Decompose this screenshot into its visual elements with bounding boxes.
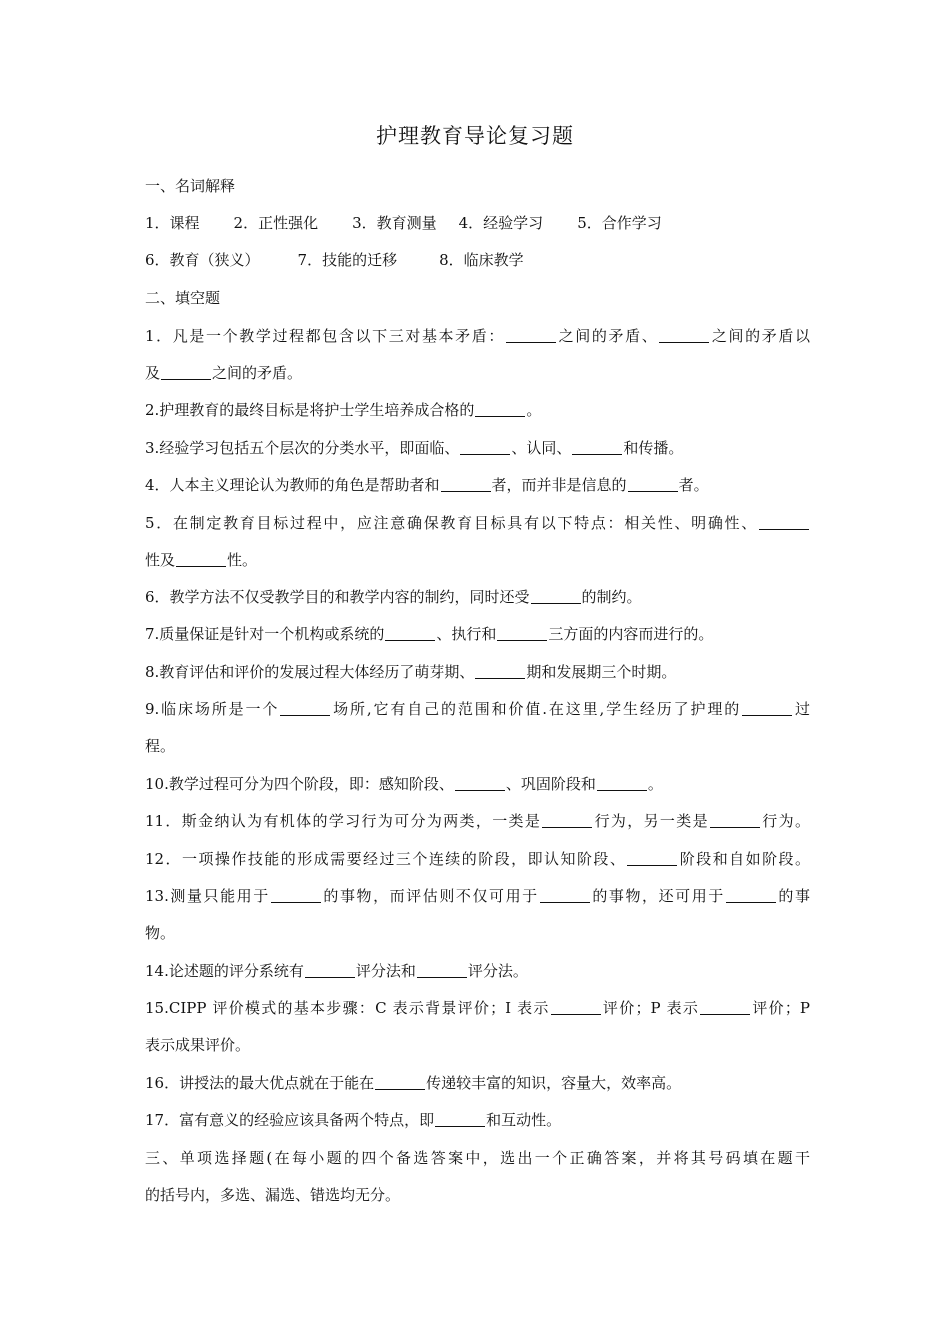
answer-blank[interactable]: [280, 701, 330, 716]
question-text: 评价；P: [751, 999, 810, 1017]
question-text: 的事物，而评估则不仅可用于: [321, 887, 539, 905]
question-13: [145, 885, 810, 906]
section-heading-definitions: 一、名词解释: [145, 177, 236, 195]
question-text: 行为。: [760, 812, 810, 830]
question-3: [145, 437, 810, 458]
question-text: 、认同、: [511, 439, 572, 457]
term-item: 6．教育（狭义）: [145, 251, 260, 269]
question-text: 9.临床场所是一个: [145, 700, 280, 718]
question-text: 11．斯金纳认为有机体的学习行为可分为两类，一类是: [145, 812, 542, 830]
term-list-row-1: [145, 212, 810, 233]
answer-blank[interactable]: [540, 888, 590, 903]
question-15-cont: [145, 1034, 810, 1055]
term-item: 1．课程: [145, 214, 200, 232]
answer-blank[interactable]: [475, 402, 525, 417]
question-text: 、巩固阶段和: [505, 775, 596, 793]
question-1: [145, 325, 810, 346]
answer-blank[interactable]: [627, 851, 677, 866]
question-text: 16．讲授法的最大优点就在于能在: [145, 1074, 375, 1092]
answer-blank[interactable]: [572, 440, 622, 455]
question-text: 三方面的内容而进行的。: [548, 625, 714, 643]
answer-blank[interactable]: [161, 365, 211, 380]
answer-blank[interactable]: [305, 963, 355, 978]
answer-blank[interactable]: [531, 589, 581, 604]
answer-blank[interactable]: [742, 701, 792, 716]
question-text: 过: [793, 700, 810, 718]
question-13-cont: [145, 922, 810, 943]
question-text: 15.CIPP 评价模式的基本步骤：C 表示背景评价；I 表示: [145, 999, 550, 1017]
question-text: 、执行和: [436, 625, 497, 643]
answer-blank[interactable]: [441, 477, 491, 492]
answer-blank[interactable]: [726, 888, 776, 903]
question-text: 性及: [145, 551, 176, 569]
answer-blank[interactable]: [497, 626, 547, 641]
question-text: 1．凡是一个教学过程都包含以下三对基本矛盾：: [145, 327, 506, 345]
question-text: 10.教学过程可分为四个阶段，即：感知阶段、: [145, 775, 454, 793]
question-text: 及: [145, 364, 161, 382]
question-text: 表示成果评价。: [145, 1036, 251, 1054]
question-12: [145, 848, 810, 869]
question-text: 物。: [145, 924, 176, 942]
question-text: 和传播。: [623, 439, 684, 457]
question-text: 场所,它有自己的范围和价值.在这里,学生经历了护理的: [331, 700, 742, 718]
question-1-cont: [145, 362, 810, 383]
question-2: [145, 399, 810, 420]
question-text: 和互动性。: [486, 1111, 562, 1129]
question-7: [145, 623, 810, 644]
question-text: 。: [526, 401, 542, 419]
question-text: 14.论述题的评分系统有: [145, 962, 304, 980]
question-text: 2.护理教育的最终目标是将护士学生培养成合格的: [145, 401, 475, 419]
answer-blank[interactable]: [375, 1075, 425, 1090]
answer-blank[interactable]: [506, 328, 556, 343]
question-text: 的事物，还可用于: [590, 887, 725, 905]
term-item: 8．临床教学: [439, 251, 524, 269]
term-item: 5．合作学习: [577, 214, 662, 232]
question-text: 之间的矛盾。: [212, 364, 303, 382]
question-text: 6．教学方法不仅受教学目的和教学内容的制约，同时还受: [145, 588, 530, 606]
answer-blank[interactable]: [628, 477, 678, 492]
question-text: 性。: [227, 551, 258, 569]
question-text: 之间的矛盾以: [710, 327, 810, 345]
answer-blank[interactable]: [455, 776, 505, 791]
question-text: 的事: [776, 887, 810, 905]
section-heading-multiple-choice: 三、单项选择题(在每小题的四个备选答案中，选出一个正确答案，并将其号码填在题干: [145, 1149, 810, 1167]
answer-blank[interactable]: [460, 440, 510, 455]
page-title: 护理教育导论复习题: [376, 124, 574, 148]
question-text: 评分法。: [467, 962, 528, 980]
term-item: 3．教育测量: [352, 214, 437, 232]
answer-blank[interactable]: [176, 552, 226, 567]
answer-blank[interactable]: [385, 626, 435, 641]
answer-blank[interactable]: [542, 813, 592, 828]
question-text: 7.质量保证是针对一个机构或系统的: [145, 625, 385, 643]
question-6: [145, 586, 810, 607]
question-text: 程。: [145, 737, 176, 755]
question-8: [145, 661, 810, 682]
section-heading-fill-blank: 二、填空题: [145, 289, 221, 307]
question-text: 期和发展期三个时期。: [526, 663, 677, 681]
question-text: 17．富有意义的经验应该具备两个特点，即: [145, 1111, 435, 1129]
question-14: [145, 960, 810, 981]
question-text: 4．人本主义理论认为教师的角色是帮助者和: [145, 476, 440, 494]
answer-blank[interactable]: [597, 776, 647, 791]
question-text: 。: [647, 775, 663, 793]
question-16: [145, 1072, 810, 1093]
question-15: [145, 997, 810, 1018]
term-list-row-2: [145, 249, 810, 270]
question-text: 3.经验学习包括五个层次的分类水平，即面临、: [145, 439, 460, 457]
answer-blank[interactable]: [551, 1000, 601, 1015]
question-5: [145, 512, 810, 533]
question-text: 评分法和: [355, 962, 416, 980]
answer-blank[interactable]: [271, 888, 321, 903]
question-5-cont: [145, 549, 810, 570]
question-text: 13.测量只能用于: [145, 887, 270, 905]
question-10: [145, 773, 810, 794]
answer-blank[interactable]: [659, 328, 709, 343]
question-text: 12．一项操作技能的形成需要经过三个连续的阶段，即认知阶段、: [145, 850, 627, 868]
answer-blank[interactable]: [435, 1112, 485, 1127]
question-9: [145, 698, 810, 719]
question-11: [145, 810, 810, 831]
answer-blank[interactable]: [710, 813, 760, 828]
question-text: 传递较丰富的知识，容量大，效率高。: [426, 1074, 682, 1092]
term-item: 2．正性强化: [233, 214, 319, 232]
term-item: 7．技能的迁移: [297, 251, 398, 269]
answer-blank[interactable]: [475, 664, 525, 679]
question-text: 之间的矛盾、: [557, 327, 659, 345]
question-text: 评价；P 表示: [601, 999, 700, 1017]
question-text: 的制约。: [581, 588, 642, 606]
section-heading-multiple-choice-cont: 的括号内，多选、漏选、错选均无分。: [145, 1186, 401, 1204]
question-text: 行为，另一类是: [593, 812, 709, 830]
term-item: 4．经验学习: [458, 214, 544, 232]
question-text: 阶段和自如阶段。: [678, 850, 810, 868]
question-9-cont: [145, 735, 810, 756]
answer-blank[interactable]: [759, 515, 809, 530]
answer-blank[interactable]: [417, 963, 467, 978]
question-17: [145, 1109, 810, 1130]
question-text: 5．在制定教育目标过程中，应注意确保教育目标具有以下特点：相关性、明确性、: [145, 514, 758, 532]
question-text: 8.教育评估和评价的发展过程大体经历了萌芽期、: [145, 663, 475, 681]
question-4: [145, 474, 810, 495]
question-text: 者，而并非是信息的: [491, 476, 627, 494]
question-text: 者。: [678, 476, 709, 494]
answer-blank[interactable]: [700, 1000, 750, 1015]
